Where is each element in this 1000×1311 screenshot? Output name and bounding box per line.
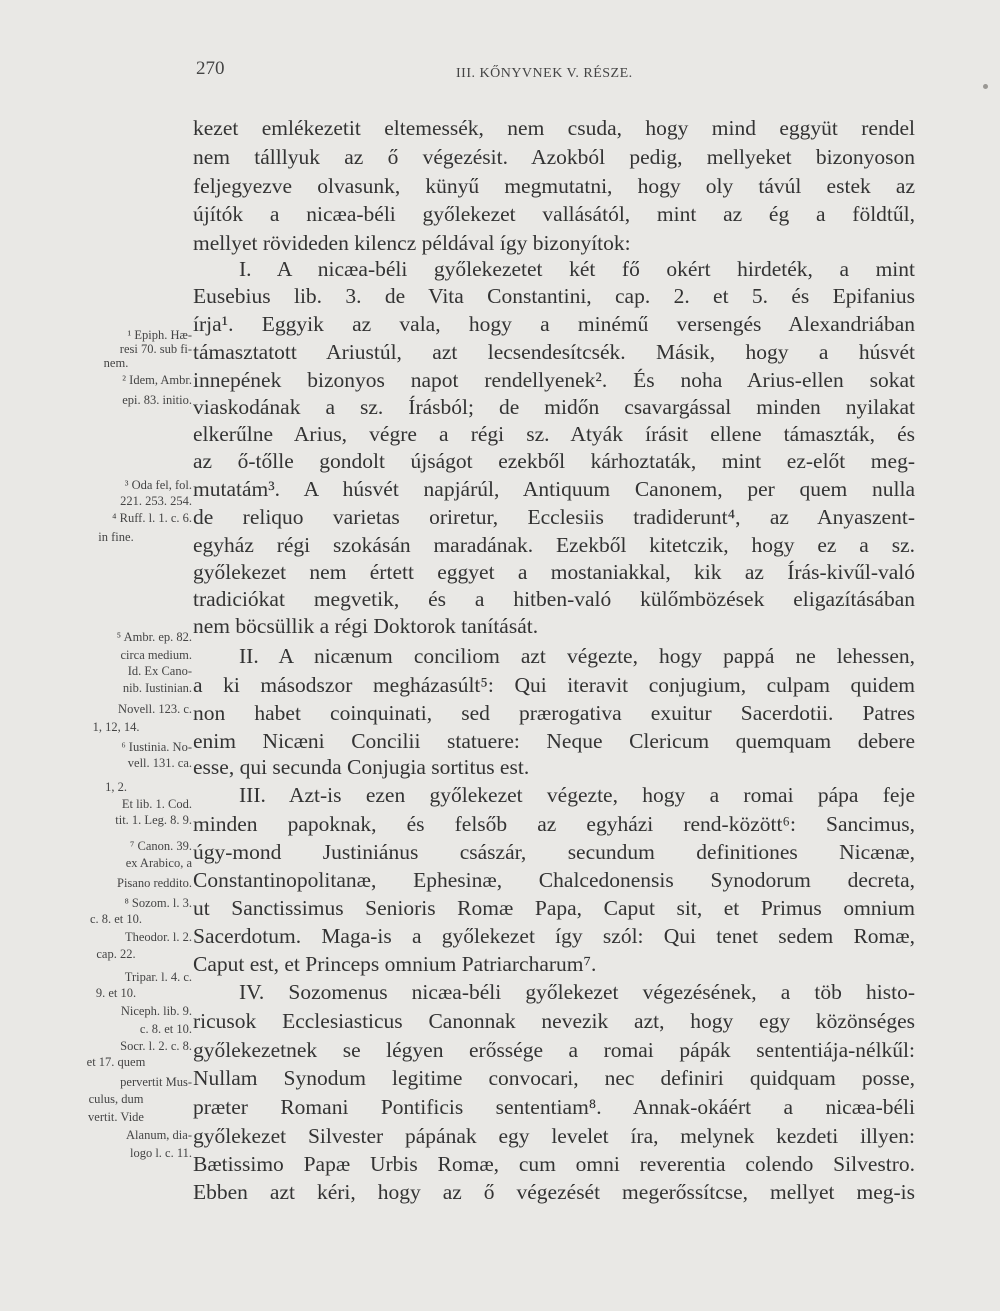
margin-note: pervertit Mus- — [120, 1075, 192, 1089]
margin-note: 1, 12, 14. — [92, 720, 140, 734]
margin-note: Tripar. l. 4. c. — [124, 970, 192, 984]
text-line: az ő-tőlle gondolt újságot ezekből kárhoztaták, mint ez-előt meg- — [193, 449, 915, 473]
text-line: írja¹. Eggyik az vala, hogy a minémű versengés Alexandriában — [193, 312, 915, 336]
text-line: non habet coinquinati, sed prærogativa exuitur Sacerdotii. Patres — [193, 701, 915, 725]
margin-note: ¹ Epiph. Hæ- — [127, 328, 192, 342]
text-line: Ebben azt kéri, hogy az ő végezését megerőssítcse, mellyet meg-is — [193, 1180, 915, 1204]
margin-note: Novell. 123. c. — [118, 702, 192, 716]
margin-note: Et lib. 1. Cod. — [121, 797, 192, 811]
margin-note: resi 70. sub fi- — [119, 342, 192, 356]
margin-note: 9. et 10. — [95, 986, 137, 1000]
margin-note: ex Arabico, a — [125, 856, 192, 870]
text-line: I. A nicæa-béli győlekezetet két fő okért hirdeték, a mint — [239, 257, 915, 281]
text-line: esse, qui secunda Conjugia sortitus est. — [193, 755, 530, 779]
margin-note: ⁷ Canon. 39. — [130, 839, 192, 853]
text-line: győlekezet nem értett eggyet a mostaniakkal, kik az Írás-kivűl-való — [193, 560, 915, 584]
margin-note: Theodor. l. 2. — [124, 930, 192, 944]
margin-note: nib. Iustinian. — [122, 681, 192, 695]
text-line: győlekezetnek se légyen erőssége a romai pápák sententiája-nélkűl: — [193, 1038, 915, 1062]
text-line: a ki másodszor megházasúlt⁵: Qui iteravit conjugium, culpam quidem — [193, 673, 915, 697]
text-line: de reliquo varietas oriretur, Ecclesiis tradiderunt⁴, az Anyaszent- — [193, 505, 915, 529]
text-line: kezet emlékezetit eltemessék, nem csuda, hogy mind eggyüt rendel — [193, 116, 915, 140]
text-line: minden papoknak, és felsőb az egyházi rend-között⁶: Sancimus, — [193, 812, 915, 836]
margin-note: vertit. Vide — [88, 1110, 144, 1124]
margin-note: tit. 1. Leg. 8. 9. — [115, 813, 192, 827]
page-number: 270 — [196, 58, 225, 79]
margin-note: ⁵ Ambr. ep. 82. — [116, 630, 192, 644]
text-line: Nullam Synodum legitime convocari, nec definiri quidquam posse, — [193, 1066, 915, 1090]
text-line: Eusebius lib. 3. de Vita Constantini, cap. 2. et 5. és Epifanius — [193, 284, 915, 308]
running-title: III. KŐNYVNEK V. RÉSZE. — [456, 66, 633, 81]
text-line: viaskodának a sz. Írásból; de midőn csavargással minden nyilakat — [193, 395, 915, 419]
text-line: úgy-mond Justiniánus császár, secundum definitiones Nicænæ, — [193, 840, 915, 864]
text-line: győlekezet Silvester pápának egy levelet íra, melynek kezdeti illyen: — [193, 1124, 915, 1148]
margin-note: 1, 2. — [105, 780, 127, 794]
margin-note: epi. 83. initio. — [122, 393, 192, 407]
margin-note: Socr. l. 2. c. 8. — [120, 1039, 192, 1053]
margin-note: ⁸ Sozom. l. 3. — [124, 896, 192, 910]
text-line: Constantinopolitanæ, Ephesinæ, Chalcedonensis Synodorum decreta, — [193, 868, 915, 892]
margin-note: in fine. — [98, 530, 134, 544]
text-line: IV. Sozomenus nicæa-béli győlekezet végezésének, a töb histo- — [239, 980, 915, 1004]
margin-note: Alanum, dia- — [126, 1128, 192, 1142]
margin-note: Pisano reddito. — [117, 876, 192, 890]
text-line: II. A nicænum conciliom azt végezte, hogy pappá ne lehessen, — [239, 644, 915, 668]
text-line: præter Romani Pontificis sententiam⁸. Annak-okáért a nicæa-béli — [193, 1095, 915, 1119]
text-line: tradiciókat megvetik, és a hitben-való külőmbözések eligazításában — [193, 587, 915, 611]
margin-note: ⁶ Iustinia. No- — [121, 740, 192, 754]
text-line: III. Azt-is ezen győlekezet végezte, hogy a romai pápa feje — [239, 783, 915, 807]
margin-note: et 17. quem — [86, 1055, 146, 1069]
margin-note: ³ Oda fel, fol. — [124, 478, 192, 492]
margin-note: ² Idem, Ambr. — [122, 373, 192, 387]
margin-note: culus, dum — [88, 1092, 144, 1106]
text-line: feljegyezve olvasunk, künyű megmutatni, hogy oly távúl estek az — [193, 174, 915, 198]
text-line: Bætissimo Papæ Urbis Romæ, cum omni reverentia colendo Silvestro. — [193, 1152, 915, 1176]
text-line: mellyet rövideden kilencz példával így bizonyítok: — [193, 231, 631, 255]
margin-note: Id. Ex Cano- — [127, 664, 192, 678]
text-line: Sacerdotum. Maga-is a győlekezet így szól: Qui tenet sedem Romæ, — [193, 924, 915, 948]
margin-note: 221. 253. 254. — [120, 494, 192, 508]
margin-note: Niceph. lib. 9. — [120, 1004, 192, 1018]
margin-note: nem. — [103, 356, 129, 370]
text-line: ut Sanctissimus Senioris Romæ Papa, Caput sit, et Primus omnium — [193, 896, 915, 920]
margin-note: logo l. c. 11. — [129, 1146, 192, 1160]
paper-spot — [983, 84, 988, 89]
text-line: nem tálllyuk az ő végezésit. Azokból pedig, mellyeket bizonyoson — [193, 145, 915, 169]
margin-note: ⁴ Ruff. l. 1. c. 6. — [112, 511, 192, 525]
margin-note: circa medium. — [120, 648, 192, 662]
text-line: elkerűlne Arius, végre a régi sz. Atyák írásit ellene támaszták, és — [193, 422, 915, 446]
text-line: támasztatott Ariustúl, azt lecsendesítcsék. Másik, hogy a húsvét — [193, 340, 915, 364]
text-line: Caput est, et Princeps omnium Patriarcharum⁷. — [193, 952, 597, 976]
text-line: nem böcsüllik a régi Doktorok tanítását. — [193, 614, 539, 638]
margin-note: c. 8. et 10. — [139, 1022, 192, 1036]
margin-note: cap. 22. — [96, 947, 136, 961]
text-line: ricusok Ecclesiasticus Canonnak nevezik azt, hogy egy közönséges — [193, 1009, 915, 1033]
text-line: enim Nicæni Concilii statuere: Neque Clericum quemquam debere — [193, 729, 915, 753]
text-line: innepének bizonyos napot rendellyenek². És noha Arius-ellen sokat — [193, 368, 915, 392]
text-line: mutatám³. A húsvét napjárúl, Antiquum Canonem, per quem nulla — [193, 477, 915, 501]
text-line: egyház régi szokásán maradának. Ezekből kitetczik, hogy ez a sz. — [193, 533, 915, 557]
margin-note: c. 8. et 10. — [89, 912, 143, 926]
margin-note: vell. 131. ca. — [127, 756, 192, 770]
text-line: újítók a nicæa-béli győlekezet vallásától, mint az ég a földtűl, — [193, 202, 915, 226]
